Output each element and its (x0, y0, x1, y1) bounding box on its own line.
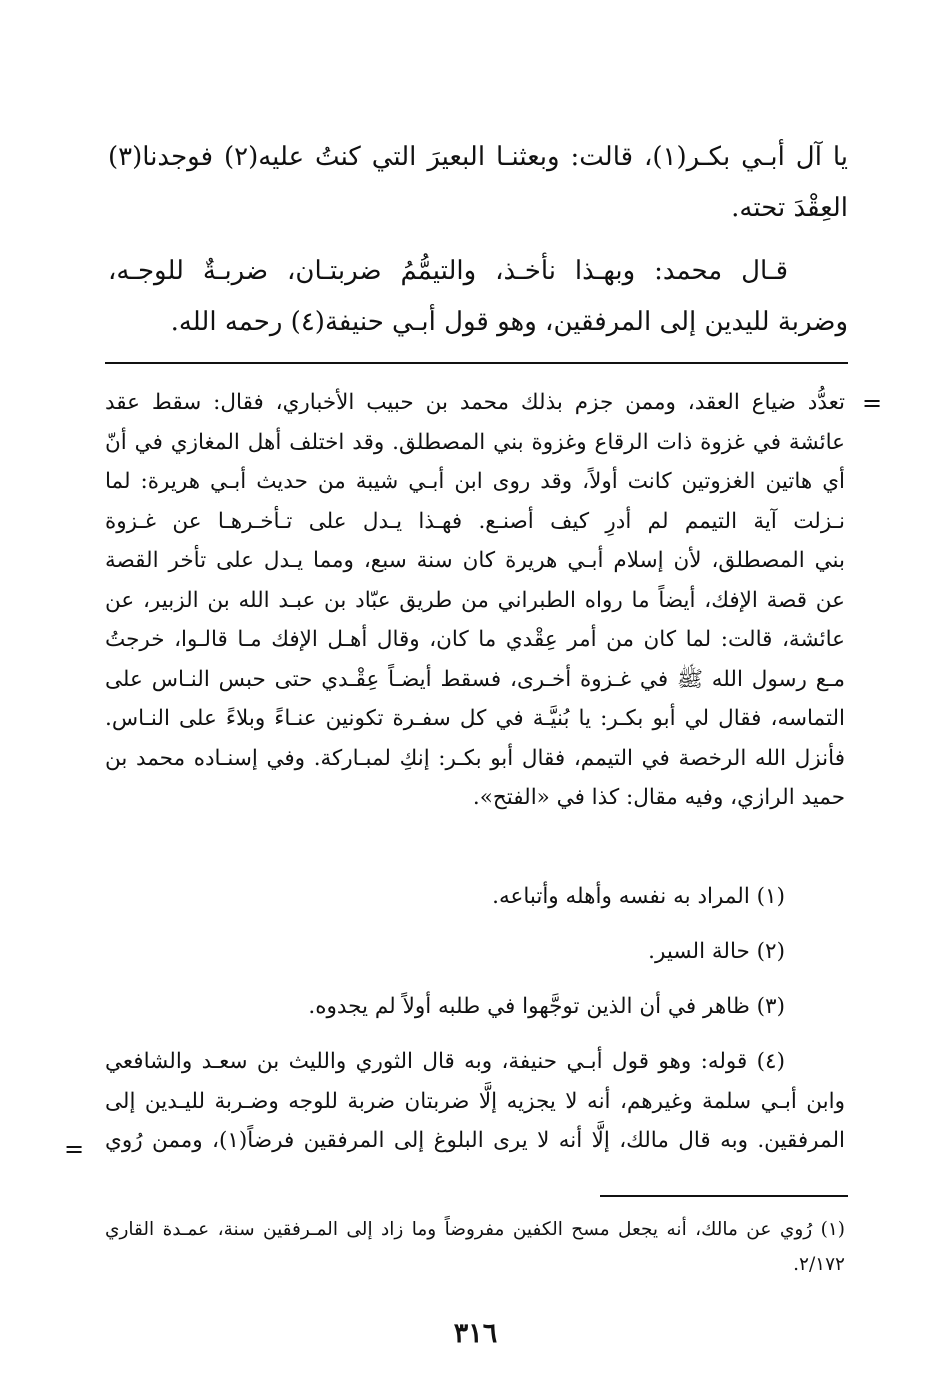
footnote-line: (١) المراد به نفسه وأهله وأتباعه. (492, 884, 785, 909)
footnote-line: (٣) ظاهر في أن الذين توجَّهوا في طلبه أولاً لم يجدوه. (308, 994, 785, 1019)
footnote-4 (105, 1042, 845, 1161)
main-paragraph-2 (108, 246, 848, 348)
sub-footnote (105, 1212, 845, 1282)
footnote-line: عن قصة الإفك، أيضاً ما رواه الطبراني من طريق عبّاد بن عبـد الله بن الزبير، عن (105, 587, 845, 613)
footnote-continued (105, 383, 845, 818)
footnote-line: نـزلت آية التيمم لم أدرِ كيف أصنـع. فهـذا يـدل على تـأخـرهـا عن غـزوة (105, 508, 845, 534)
footnote-3 (105, 987, 845, 1027)
sub-footnote-separator (600, 1195, 848, 1197)
text-line: قـال محمد: وبهـذا نأخـذ، والتيمُّمُ ضربتـان، ضربـةٌ للوجـه، (108, 256, 788, 286)
continuation-mark: = (862, 389, 883, 417)
footnote-line: (٤) قوله: وهو قول أبـي حنيفة، وبه قال الثوري والليث بن سعـد والشافعي (105, 1049, 785, 1074)
footnote-line: بني المصطلق، لأن إسلام أبـي هريرة كان سنة سبع، ومما يـدل على تأخر القصة (105, 548, 845, 573)
text-line: وضربة لليدين إلى المرفقين، وهو قول أبـي حنيفة(٤) رحمه الله. (170, 307, 848, 337)
footnote-line: عائشة في غزوة ذات الرقاع وغزوة بني المصطلق. وقد اختلف أهل المغازي في أنّ (105, 429, 845, 455)
sub-footnote-line: (١) رُوي عن مالك، أنه يجعل مسح الكفين مفروضاً وما زاد إلى المـرفقين سنة، عمـدة القاري (105, 1219, 845, 1240)
sub-footnote-line: ٢/١٧٢. (793, 1254, 845, 1275)
continuation-mark: = (64, 1135, 85, 1163)
footnote-line: مـع رسول الله ﷺ في غـزوة أخـرى، فسقط أيضـاً عِقْـدي حتى حبس النـاس على (105, 666, 845, 692)
text-line: يا آل أبـي بكـر(١)، قالت: وبعثنـا البعيرَ التي كنتُ عليه(٢) فوجدنا(٣) (108, 142, 849, 172)
footnote-2 (105, 932, 845, 972)
footnote-line: فأنزل الله الرخصة في التيمم، فقال أبو بكـر: إنكِ لمبـاركة. وفي إسنـاده محمد بن (105, 745, 845, 771)
footnote-1 (105, 877, 845, 917)
footnote-line: تعدُّد ضياع العقد، وممن جزم بذلك محمد بن حبيب الأخباري، فقال: سقط عقد (105, 390, 845, 415)
footnote-line: عائشة، قالت: لما كان من أمر عِقْدي ما كان، وقال أهـل الإفك مـا قالـوا، خرجتُ (105, 627, 845, 652)
footnote-line: (٢) حالة السير. (648, 939, 785, 964)
footnote-line: التماسه، فقال لي أبو بكـر: يا بُنيَّـة في كل سفـرة تكونين عنـاءً وبلاءً على النـاس. (105, 706, 845, 731)
text-line: العِقْدَ تحته. (731, 193, 848, 223)
footnote-line: أي هاتين الغزوتين كانت أولاً، وقد روى ابن أبـي شيبة من حديث أبـي هريرة: لما (105, 469, 845, 494)
page-number: ٣١٦ (453, 1318, 498, 1349)
footnote-line: المرفقين. وبه قال مالك، إلَّا أنه لا يرى البلوغ إلى المرفقين فرضاً(١)، وممن رُوي (105, 1128, 845, 1153)
main-paragraph-1 (108, 132, 848, 234)
footnote-separator (105, 362, 848, 364)
footnote-line: وابن أبـي سلمة وغيرهم، أنه لا يجزيه إلَّا ضربتان ضربة للوجه وضـربة لليـدين إلى (105, 1088, 845, 1114)
footnote-line: حميد الرازي، وفيه مقال: كذا في «الفتح». (472, 785, 845, 810)
